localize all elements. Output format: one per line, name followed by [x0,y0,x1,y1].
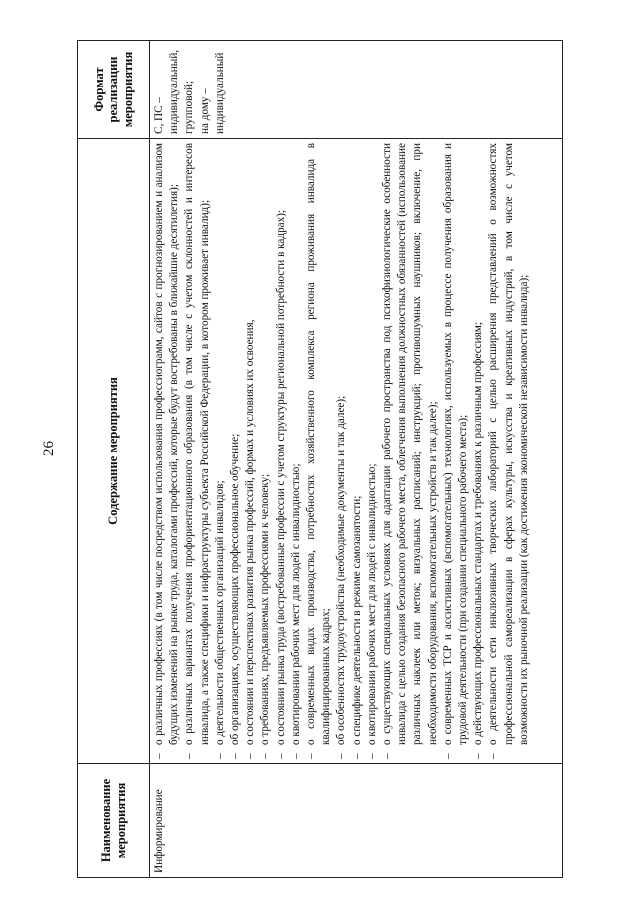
cell-event-name: Информирование [150,764,563,878]
dash-marker: – [441,753,454,759]
format-line: групповой; [183,80,196,134]
dash-marker: – [153,753,165,759]
header-name: Наименование мероприятия [78,764,150,878]
dash-marker: – [350,753,363,759]
list-item-text: о деятельности сети инклюзивных творческих лабораторий с целью расширения представлений о возможностях профессиональной самореализации в сферах культуры, искусства и креативных индустрий, в том числе с учетом возможности их рыночной реализации (как достижения экономической независимости инвалида); [487,143,530,745]
list-item [441,143,471,759]
table-row [150,41,563,878]
list-item [350,143,365,759]
list-item-text: о существующих специальных условиях для адаптации рабочего пространства под психофизиологические особенности инвалида с целью создания безопасного рабочего места, облегчения выполнения должностных обязанностей (использование различных наклеек или меток; визуальных расписаний; инструкций; противошумных наушников; включение, при необходимости оборудования, вспомогательных устройств и так далее); [381,143,439,745]
dash-marker: – [274,753,287,759]
list-item-text: об организациях, осуществляющих профессиональное обучение; [229,433,242,745]
rotated-page [77,40,563,878]
dash-marker: – [487,753,500,759]
dash-marker: – [259,753,272,759]
list-item-text: о состоянии и перспективах развития рынка профессий, формах и условиях их освоения, [244,319,257,745]
list-item [182,143,212,759]
dash-marker: – [335,753,348,759]
dash-marker: – [183,753,196,759]
list-item-text: о требованиях, предъявляемых профессиями к человеку; [259,473,272,745]
dash-marker: – [472,753,485,759]
dash-marker: – [305,753,318,759]
list-item [258,143,273,759]
format-line: индивидуальный [213,52,226,134]
dash-marker: – [229,753,242,759]
list-item [228,143,243,759]
header-format: Формат реализации мероприятия [78,41,150,139]
list-item [289,143,304,759]
dash-marker: – [289,753,302,759]
page-number: 26 [41,441,57,456]
list-item-text: о деятельности общественных организаций инвалидов; [213,480,226,745]
list-item [380,143,441,759]
list-item [334,143,349,759]
list-item-text: о специфике деятельности в режиме самозанятости; [350,495,363,745]
cell-event-format [150,41,563,139]
format-line: индивидуальный, [168,49,181,134]
list-item [471,143,486,759]
list-item [274,143,289,759]
list-item-text: о современных ТСР и ассистивных (вспомогательных) технологиях, используемых в процессе получения образования и трудовой деятельности (при создании специального рабочего места); [441,143,470,745]
list-item [243,143,258,759]
list-item-text: о различных профессиях (в том числе посредством использования профессиограмм, сайтов с прогнозированием и анализом будущих изменений на рынке труда, каталогами профессий, которые будут востребованы в ближайшие десятилетия); [153,143,181,745]
dash-marker: – [244,753,257,759]
format-line: на дому – [198,88,211,134]
format-line: С, ПС – [153,97,165,134]
list-item-text: об особенностях трудоустройства (необходимые документы и так далее); [335,395,348,745]
list-item-text: о действующих профессиональных стандартах и требованиях к различным профессиям; [472,322,485,745]
events-table [77,40,563,878]
content-list [152,143,532,759]
header-content: Содержание мероприятия [78,139,150,764]
list-item [152,143,182,759]
list-item-text: о различных вариантах получения профориентационного образования (в том числе с учетом склонностей и интересов инвалида, а также специфики и инфраструктуры субъекта Российской Федерации, в котором проживает инвалид); [183,143,211,745]
list-item [365,143,380,759]
list-item [304,143,334,759]
dash-marker: – [213,753,226,759]
dash-marker: – [381,753,394,759]
list-item-text: о современных видах производства, потребностях хозяйственного комплекса региона проживания инвалида в квалифицированных кадрах; [305,143,333,745]
table-header-row [78,41,150,878]
list-item-text: о состоянии рынка труда (востребованные профессии с учетом структуры региональной потребности в кадрах); [274,209,287,745]
list-item-text: о квотировании рабочих мест для людей с инвалидностью; [289,463,302,745]
list-item-text: о квотировании рабочих мест для людей с инвалидностью; [365,463,378,745]
dash-marker: – [365,753,378,759]
cell-event-content [150,139,563,764]
list-item [486,143,532,759]
list-item [213,143,228,759]
